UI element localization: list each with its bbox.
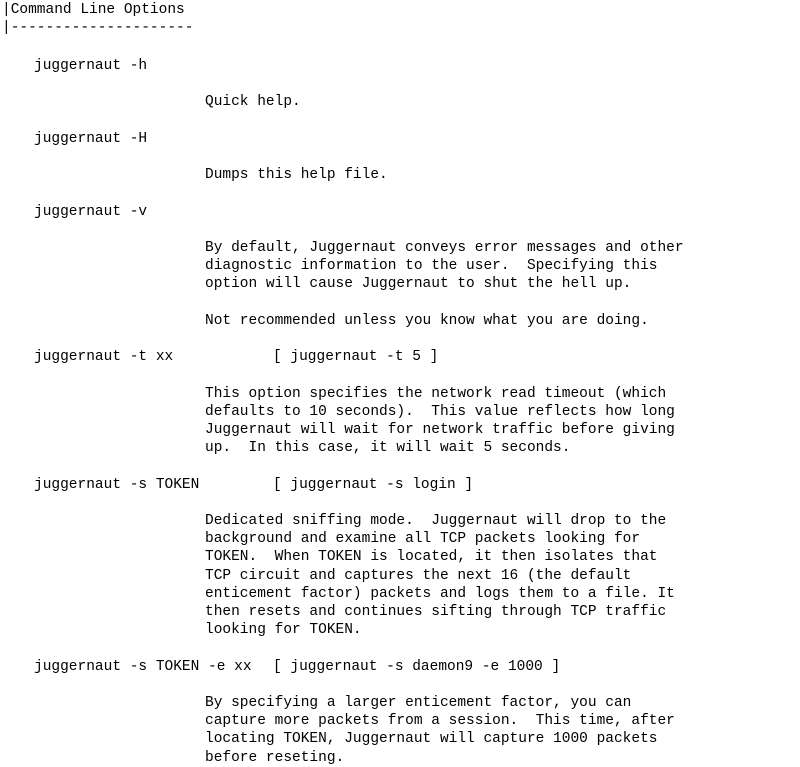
option-description-line: Dedicated sniffing mode. Juggernaut will drop to the [205,513,667,529]
option-description-line: TCP circuit and captures the next 16 (the default [205,568,632,584]
option-description-line: background and examine all TCP packets looking for [205,531,641,547]
option-description-line: Quick help. [205,94,301,110]
option-description-line: diagnostic information to the user. Specifying this [205,258,658,274]
option-command: juggernaut -t xx [34,349,174,365]
option-description-line: This option specifies the network read timeout (which [205,386,667,402]
option-command: juggernaut -s TOKEN [34,477,200,493]
option-example: [ juggernaut -t 5 ] [273,349,439,365]
option-description-line: capture more packets from a session. This time, after [205,713,675,729]
option-command: juggernaut -H [34,131,148,147]
option-command: juggernaut -h [34,58,148,74]
option-description-line: before reseting. [205,750,345,766]
option-description-line: Dumps this help file. [205,167,388,183]
section-rule: |--------------------- [2,20,194,36]
option-description-line: option will cause Juggernaut to shut the hell up. [205,276,632,292]
option-description-line: enticement factor) packets and logs them to a file. It [205,586,675,602]
option-description-line: looking for TOKEN. [205,622,362,638]
section-title: |Command Line Options [2,2,185,18]
option-example: [ juggernaut -s daemon9 -e 1000 ] [273,659,561,675]
option-description-line: TOKEN. When TOKEN is located, it then isolates that [205,549,658,565]
option-description-line: up. In this case, it will wait 5 seconds. [205,440,571,456]
option-description-line: Not recommended unless you know what you are doing. [205,313,649,329]
option-description-line: defaults to 10 seconds). This value reflects how long [205,404,675,420]
option-description-line: locating TOKEN, Juggernaut will capture 1000 packets [205,731,658,747]
option-description-line: By specifying a larger enticement factor, you can [205,695,632,711]
option-command: juggernaut -s TOKEN -e xx [34,659,252,675]
option-command: juggernaut -v [34,204,148,220]
option-example: [ juggernaut -s login ] [273,477,474,493]
option-description-line: Juggernaut will wait for network traffic before giving [205,422,675,438]
option-description-line: then resets and continues sifting through TCP traffic [205,604,667,620]
option-description-line: By default, Juggernaut conveys error messages and other [205,240,684,256]
